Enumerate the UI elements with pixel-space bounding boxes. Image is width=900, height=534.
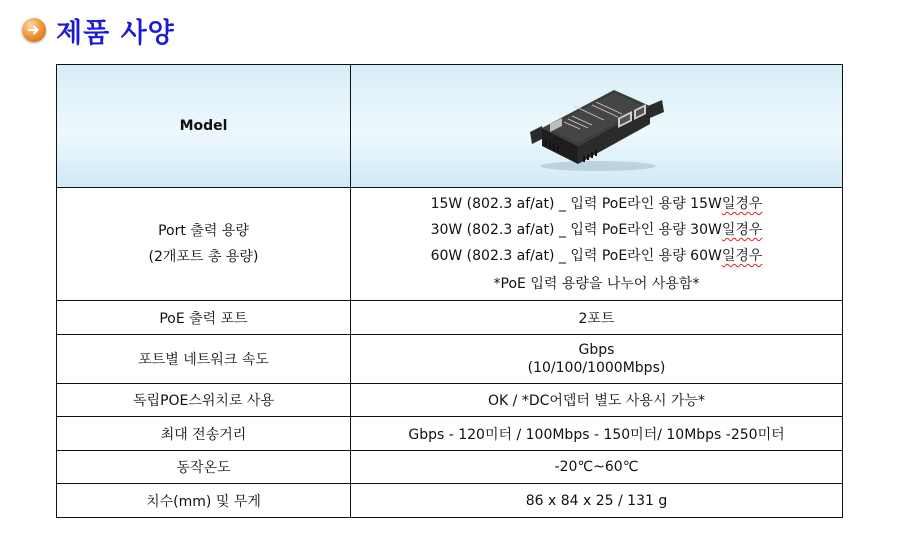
capacity-line-60w: 60W (802.3 af/at) _ 입력 PoE라인 용량 60W일경우 xyxy=(430,248,763,264)
page-title: 제품 사양 xyxy=(56,17,175,49)
row-label: 동작온도 xyxy=(57,451,351,484)
table-row xyxy=(57,301,843,335)
table-row xyxy=(57,484,843,518)
speed-detail: (10/100/1000Mbps) xyxy=(527,360,666,376)
row-value xyxy=(351,335,843,384)
row-label: 최대 전송거리 xyxy=(57,417,351,451)
table-row xyxy=(57,188,843,301)
page-header xyxy=(22,8,175,52)
capacity-line-15w: 15W (802.3 af/at) _ 입력 PoE라인 용량 15W일경우 xyxy=(430,196,763,212)
table-row xyxy=(57,451,843,484)
capacity-line-30w: 30W (802.3 af/at) _ 입력 PoE라인 용량 30W일경우 xyxy=(430,222,763,238)
model-label: Model xyxy=(57,65,351,188)
row-label: 독립POE스위치로 사용 xyxy=(57,384,351,417)
row-value xyxy=(351,188,843,301)
arrow-right-circle-icon xyxy=(22,18,46,42)
row-label: PoE 출력 포트 xyxy=(57,301,351,335)
row-value: -20℃~60℃ xyxy=(351,451,843,484)
capacity-note: *PoE 입력 용량을 나누어 사용함* xyxy=(493,276,700,292)
row-value: OK / *DC어뎁터 별도 사용시 가능* xyxy=(351,384,843,417)
table-header-row xyxy=(57,65,843,188)
row-value: 2포트 xyxy=(351,301,843,335)
product-image-cell xyxy=(351,65,843,188)
row-label: 치수(mm) 및 무게 xyxy=(57,484,351,518)
table-row xyxy=(57,384,843,417)
speed-value: Gbps xyxy=(578,342,615,358)
poe-extender-device-image xyxy=(522,76,672,176)
table-row xyxy=(57,417,843,451)
row-label xyxy=(57,188,351,301)
spec-table xyxy=(56,64,843,518)
row-value: Gbps - 120미터 / 100Mbps - 150미터/ 10Mbps -250미터 xyxy=(351,417,843,451)
port-capacity-sublabel: (2개포트 총 용량) xyxy=(148,249,259,265)
port-capacity-label: Port 출력 용량 xyxy=(158,223,249,239)
row-value: 86 x 84 x 25 / 131 g xyxy=(351,484,843,518)
row-label: 포트별 네트워크 속도 xyxy=(57,335,351,384)
table-row xyxy=(57,335,843,384)
